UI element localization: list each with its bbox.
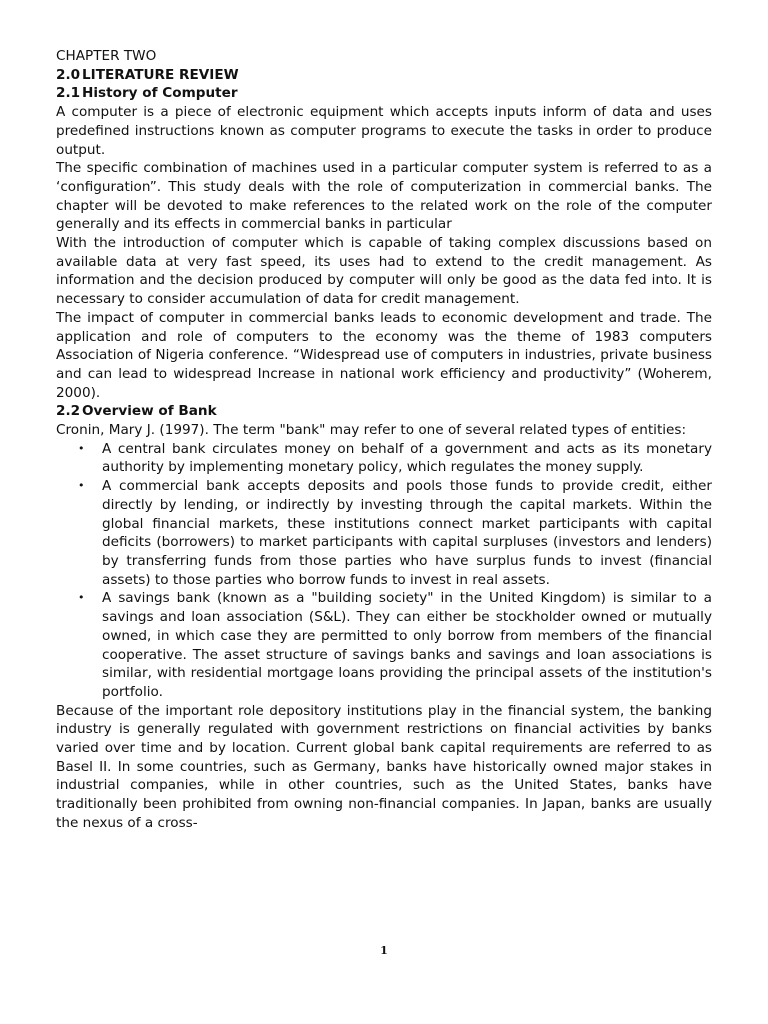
- paragraph: A computer is a piece of electronic equipment which accepts inputs inform of data and uses predefined instructions known as computer programs to execute the tasks in order to produce output.: [56, 104, 712, 158]
- bullet-icon: •: [78, 479, 85, 493]
- list-item: [56, 589, 712, 701]
- list-item-text: A central bank circulates money on behalf of a government and acts as its monetary authority by implementing monetary policy, which regulates the money supply.: [102, 440, 712, 476]
- section-number: 2.1: [56, 85, 81, 102]
- section-2-1-heading: [56, 84, 712, 103]
- paragraph: Cronin, Mary J. (1997). The term "bank" may refer to one of several related types of entities:: [56, 422, 687, 439]
- paragraph: The specific combination of machines used in a particular computer system is referred to as a ‘configuration”. This study deals with the role of computerization in commercial banks. The chapter will be devoted to make references to the related work on the role of the computer generally and its effects in commercial banks in particular: [56, 160, 712, 233]
- bank-types-list: [56, 440, 712, 702]
- chapter-heading: CHAPTER TWO: [56, 48, 157, 64]
- paragraph: With the introduction of computer which is capable of taking complex discussions based on available data at very fast speed, its uses had to extend to the credit management. As information and the decision produced by computer will only be good as the data fed into. It is necessary to consider accumulation of data for credit management.: [56, 235, 712, 308]
- paragraph: The impact of computer in commercial banks leads to economic development and trade. The application and role of computers to the economy was the theme of 1983 computers Association of Nigeria conference. “Widespread use of computers in industries, private business and can lead to widespread Increase in national work efficiency and productivity” (Woherem, 2000).: [56, 309, 712, 401]
- section-number: 2.0: [56, 66, 81, 83]
- list-item: [56, 477, 712, 589]
- bullet-icon: •: [78, 591, 85, 605]
- section-title: History of Computer: [82, 85, 238, 102]
- section-number: 2.2: [56, 403, 81, 420]
- list-item-text: A commercial bank accepts deposits and pools those funds to provide credit, either directly by lending, or indirectly by investing through the capital markets. Within the global financial markets, these institutions connect market participants with capital deficits (borrowers) to market participants with capital surpluses (investors and lenders) by transferring funds from those parties who have surplus funds to invest (financial assets) to those parties who borrow funds to invest in real assets.: [102, 478, 712, 588]
- page-number: 1: [380, 944, 388, 957]
- document-page: [56, 47, 712, 833]
- section-title: LITERATURE REVIEW: [82, 66, 239, 83]
- section-2-0-heading: [56, 66, 712, 85]
- section-title: Overview of Bank: [82, 403, 217, 420]
- paragraph: Because of the important role depository institutions play in the financial system, the banking industry is generally regulated with government restrictions on financial activities by banks varied over time and by location. Current global bank capital requirements are referred to as Basel II. In some countries, such as Germany, banks have historically owned major stakes in industrial companies, while in other countries, such as the United States, banks have traditionally been prohibited from owning non-financial companies. In Japan, banks are usually the nexus of a cross-: [56, 702, 712, 831]
- bullet-icon: •: [78, 441, 85, 455]
- list-item-text: A savings bank (known as a "building society" in the United Kingdom) is similar to a savings and loan association (S&L). They can either be stockholder owned or mutually owned, in which case they are permitted to only borrow from members of the financial cooperative. The asset structure of savings banks and savings and loan associations is similar, with residential mortgage loans providing the principal assets of the institution's portfolio.: [102, 590, 712, 700]
- list-item: [56, 440, 712, 477]
- section-2-2-heading: [56, 402, 712, 421]
